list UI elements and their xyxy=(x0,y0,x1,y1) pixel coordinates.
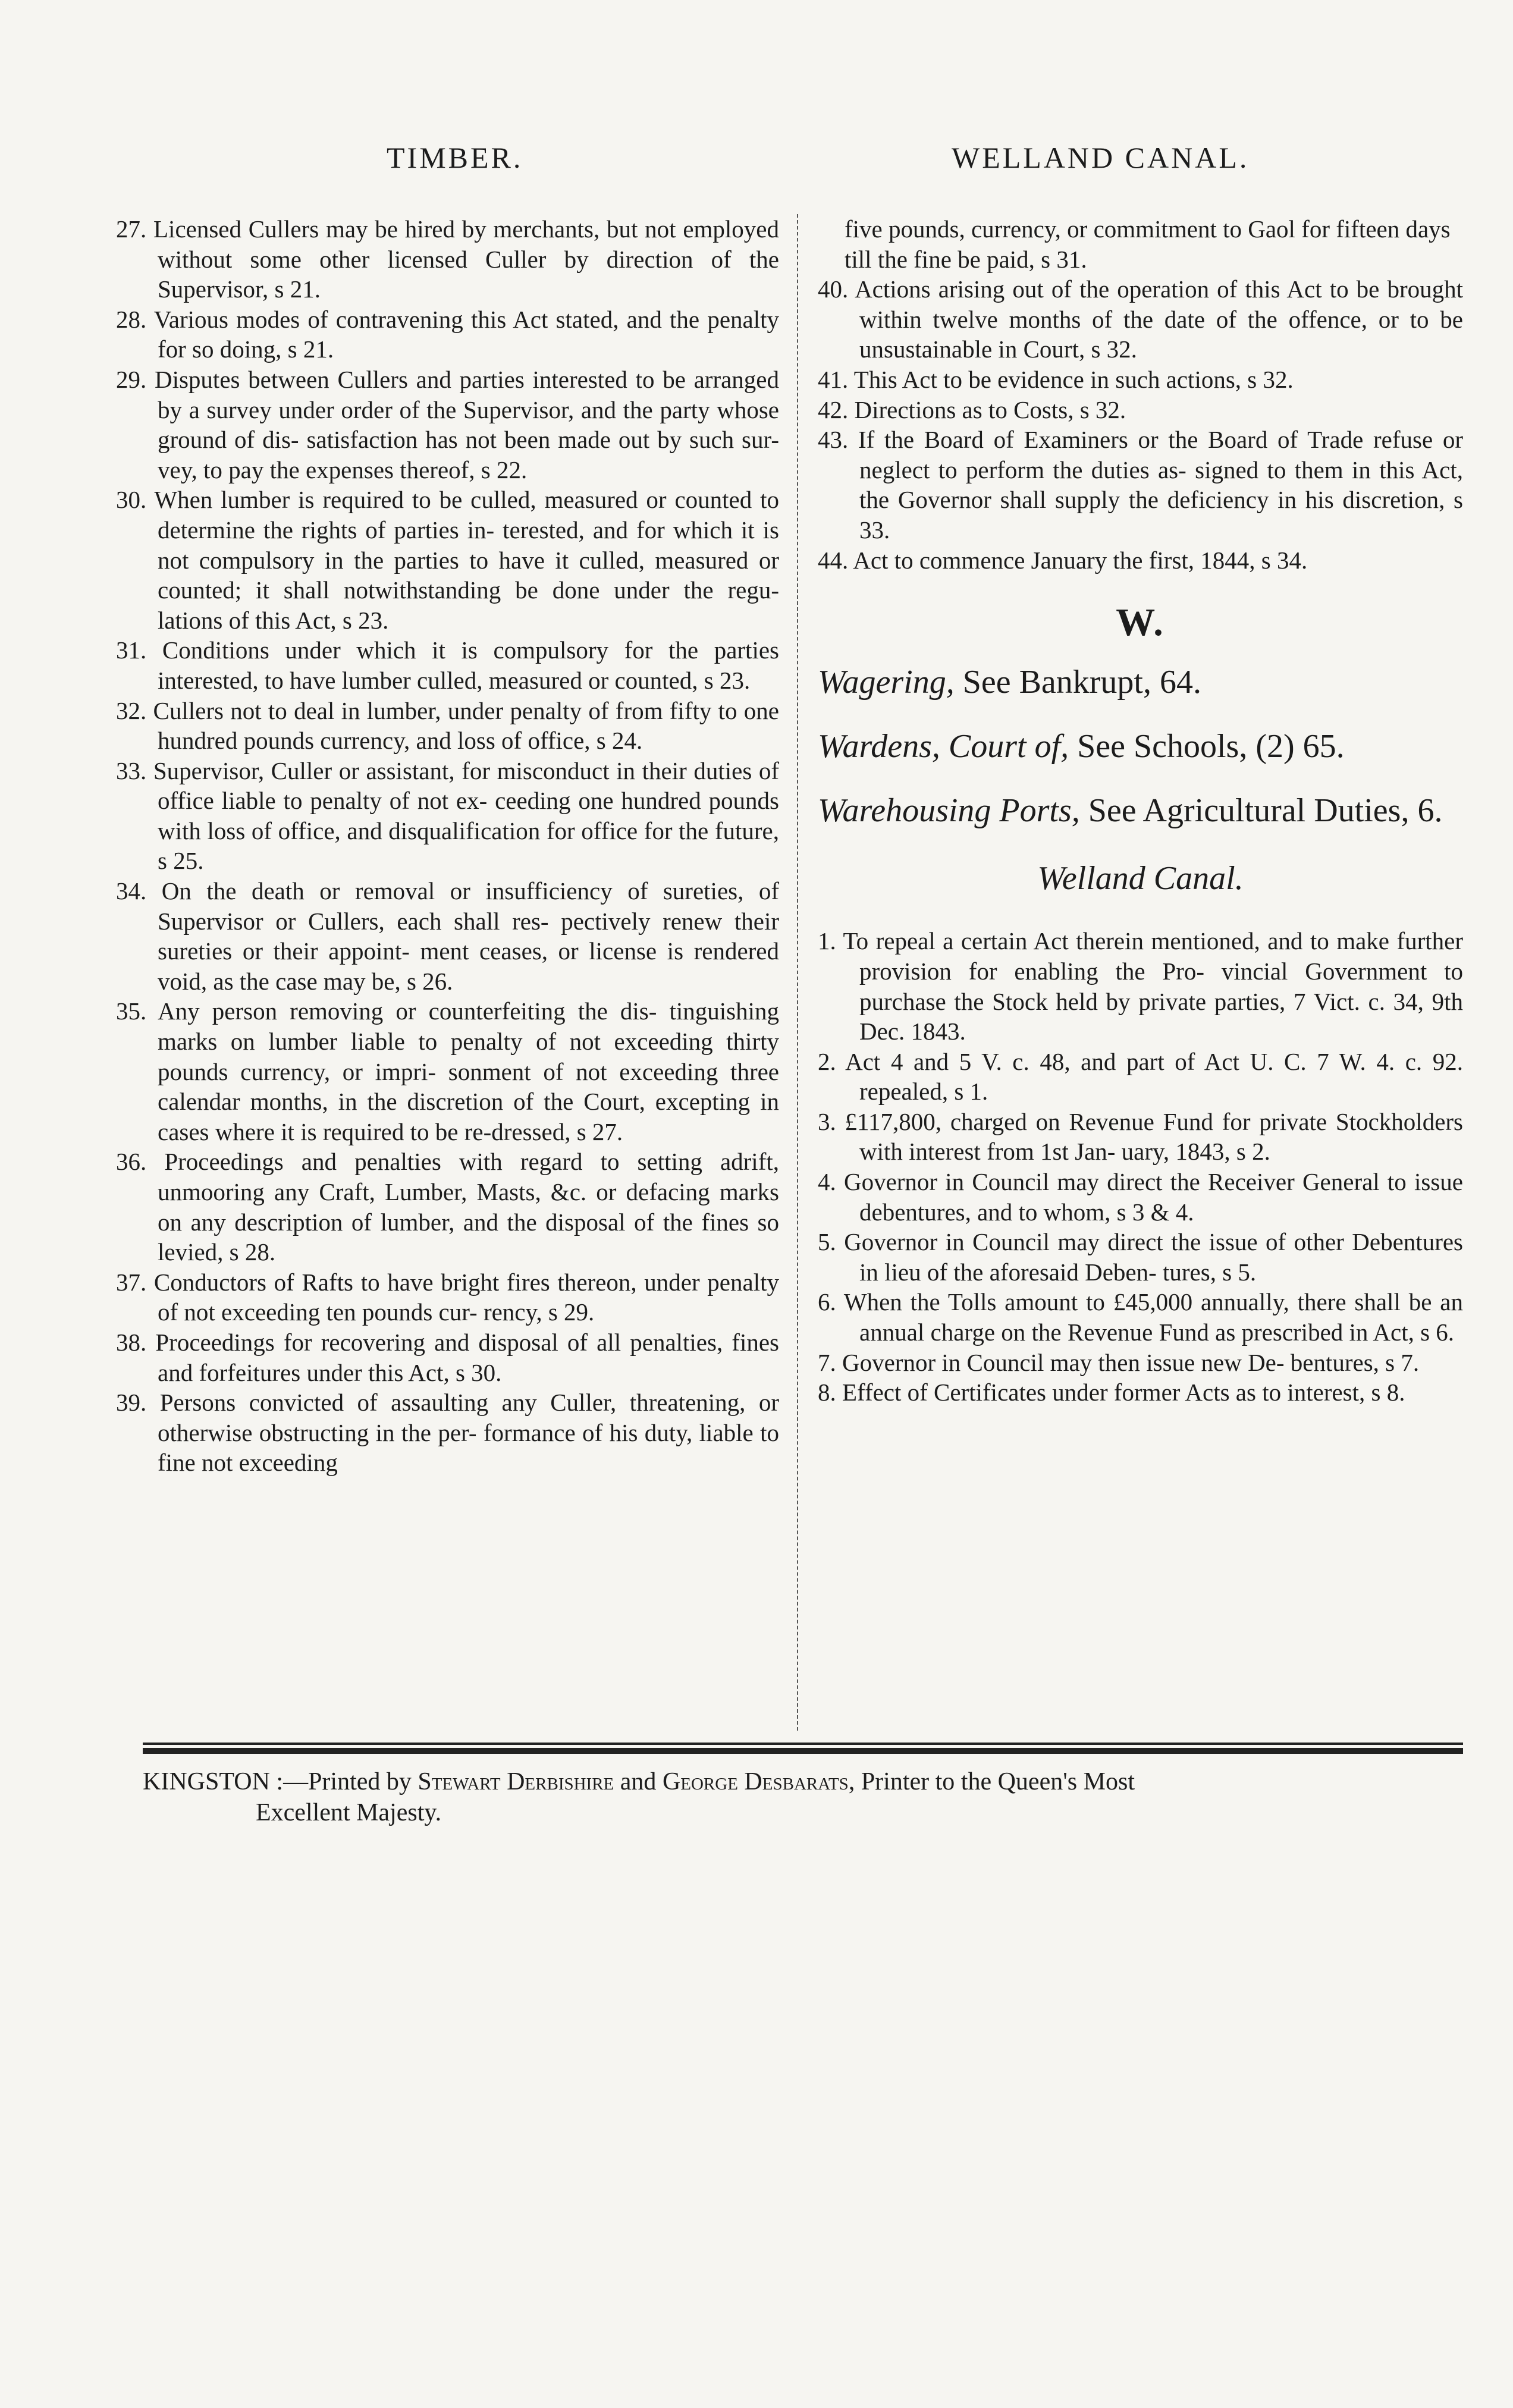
cross-reference xyxy=(818,662,1463,702)
entry-number: 38. xyxy=(116,1328,156,1356)
entry-text: When lumber is required to be culled, measured or counted to determine the rights of parties in- terested, and for which it is not compulsory in the parties to have it culled, measured or counted; it shall notwithstanding be done under the regu- lations of this Act, s 23. xyxy=(154,486,779,634)
entry-number: 3. xyxy=(818,1107,845,1135)
header-left: TIMBER. xyxy=(387,141,523,174)
right-column xyxy=(818,214,1463,1408)
entry-text: Act 4 and 5 V. c. 48, and part of Act U. C. 7 W. 4. c. 92. repealed, s 1. xyxy=(845,1047,1463,1106)
entry-number: 30. xyxy=(116,486,155,514)
timber-continuation xyxy=(818,214,1463,575)
imprint-suffix: , Printer to the Queen's Most xyxy=(848,1768,1135,1795)
entry-number: 28. xyxy=(116,305,154,333)
entry-number: 2. xyxy=(818,1047,846,1075)
welland-entry xyxy=(818,1227,1463,1287)
imprint-printer-1: Stewart Derbishire xyxy=(418,1768,614,1795)
entry-text: To repeal a certain Act therein mentioned, and to make further provision for enabling the Pro- vincial Government to purchase the Stock held by private parties, 7 Vict. c. 34, 9th Dec. 1843. xyxy=(843,927,1463,1046)
entry-text: Governor in Council may then issue new De- bentures, s 7. xyxy=(842,1348,1420,1376)
entry-text: Persons convicted of assaulting any Culler, threatening, or otherwise obstructing in the per- formance of his duty, liable to fine not exceeding xyxy=(158,1389,780,1477)
timber-entry xyxy=(116,1267,779,1327)
section-title: Welland Canal. xyxy=(1037,859,1244,897)
running-header xyxy=(0,140,1513,188)
reference-term: Wardens, Court of, xyxy=(818,727,1069,765)
welland-entry xyxy=(818,1348,1463,1378)
entry-text: Governor in Council may direct the Receiver General to issue debentures, and to whom, s 3 & 4. xyxy=(843,1168,1463,1226)
reference-term: Wagering, xyxy=(818,663,955,701)
timber-entry xyxy=(818,365,1463,395)
entry-text: When the Tolls amount to £45,000 annually, there shall be an annual charge on the Revenue Fund as prescribed in Act, s 6. xyxy=(843,1288,1463,1346)
header-right: WELLAND CANAL. xyxy=(952,141,1250,174)
entry-number: 34. xyxy=(116,877,162,905)
welland-entry xyxy=(818,1287,1463,1347)
timber-entry xyxy=(116,485,779,635)
reference-target: See Bankrupt, 64. xyxy=(954,663,1201,701)
entry-text: Cullers not to deal in lumber, under penalty of from fifty to one hundred pounds currency, and loss of office, s 24. xyxy=(153,696,780,755)
timber-entry xyxy=(818,545,1463,576)
reference-target: See Agricultural Duties, 6. xyxy=(1079,792,1443,829)
entry-number: 42. xyxy=(818,395,855,423)
imprint xyxy=(143,1766,1475,1828)
timber-entry xyxy=(116,696,779,756)
entry-text: Proceedings and penalties with regard to setting adrift, unmooring any Craft, Lumber, Masts, &c. or defacing marks on any description of lumber, and the disposal of the fines so levied, s 28. xyxy=(158,1148,779,1266)
left-column xyxy=(116,214,779,1478)
entry-number: 27. xyxy=(116,215,154,243)
timber-entry xyxy=(116,214,779,304)
entry-text: Disputes between Cullers and parties interested to be arranged by a survey under order of the Supervisor, and the party whose ground of dis- satisfaction has not been made out by such sur- vey, to pay the expenses thereof, s 22. xyxy=(154,365,779,484)
timber-entry xyxy=(116,876,779,996)
imprint-printer-2: George Desbarats xyxy=(662,1768,849,1795)
entry-text: Conditions under which it is compulsory for the parties interested, to have lumber culled, measured or counted, s 23. xyxy=(158,636,779,694)
entry-number: 32. xyxy=(116,696,153,724)
entry-number: 33. xyxy=(116,756,153,784)
welland-entry xyxy=(818,1167,1463,1227)
continuation-text: five pounds, currency, or commitment to Gaol for fifteen days till the fine be paid, s 31. xyxy=(845,215,1451,273)
timber-entry xyxy=(116,304,779,365)
entry-number: 6. xyxy=(818,1288,844,1316)
entry-number: 8. xyxy=(818,1379,842,1407)
imprint-and: and xyxy=(614,1768,663,1795)
entry-number: 36. xyxy=(116,1148,165,1176)
imprint-line-2: Excellent Majesty. xyxy=(256,1799,442,1826)
entry-text: Actions arising out of the operation of this Act to be brought within twelve months of the date of the offence, or to be unsustainable in Court, s 32. xyxy=(855,275,1463,363)
entry-text: Act to commence January the first, 1844, s 34. xyxy=(853,546,1308,574)
entry-text: On the death or removal or insufficiency of sureties, of Supervisor or Cullers, each shall res- pectively renew their sureties or their appoint- ment ceases, or license is rendered void, as the case may be, s 26. xyxy=(158,877,780,995)
entry-text: £117,800, charged on Revenue Fund for private Stockholders with interest from 1st Jan- uary, 1843, s 2. xyxy=(845,1107,1464,1166)
timber-entry xyxy=(818,274,1463,365)
welland-entry xyxy=(818,1047,1463,1107)
timber-entry xyxy=(116,1147,779,1267)
entry-number: 4. xyxy=(818,1168,844,1196)
cross-references xyxy=(818,662,1463,831)
entry-number: 1. xyxy=(818,927,843,955)
entry-text: Any person removing or counterfeiting the dis- tinguishing marks on lumber liable to penalty of not exceeding thirty pounds currency, or impri- sonment of not exceeding three calendar months, in the discretion of the Court, excepting in cases where it is required to be re-dressed, s 27. xyxy=(158,997,779,1145)
entry-number: 43. xyxy=(818,426,858,454)
entry-number: 35. xyxy=(116,997,158,1025)
welland-entry xyxy=(818,1377,1463,1408)
timber-entry xyxy=(116,1387,779,1478)
entry-text: Governor in Council may direct the issue of other Debentures in lieu of the aforesaid Deben- tures, s 5. xyxy=(844,1228,1464,1286)
entry-text: This Act to be evidence in such actions, s 32. xyxy=(853,365,1294,393)
entry-text: Licensed Cullers may be hired by merchants, but not employed without some other licensed Culler by direction of the Supervisor, s 21. xyxy=(153,215,779,303)
entry-number: 41. xyxy=(818,365,854,393)
entry-text: Various modes of contravening this Act stated, and the penalty for so doing, s 21. xyxy=(153,305,780,363)
timber-entry xyxy=(116,635,779,695)
letter-heading: W. xyxy=(1116,601,1165,645)
footer-rule xyxy=(143,1743,1463,1754)
timber-entry xyxy=(818,395,1463,425)
timber-entry xyxy=(116,1327,779,1387)
entry-text: Conductors of Rafts to have bright fires thereon, under penalty of not exceeding ten pounds cur- rency, s 29. xyxy=(153,1268,779,1326)
entry-number: 40. xyxy=(818,275,855,303)
welland-entry xyxy=(818,926,1463,1046)
imprint-prefix: KINGSTON :—Printed by xyxy=(143,1768,418,1795)
entry-number: 31. xyxy=(116,636,162,664)
entry-number: 29. xyxy=(116,365,155,393)
entry-number: 39. xyxy=(116,1389,160,1417)
entry-text: Effect of Certificates under former Acts as to interest, s 8. xyxy=(842,1379,1405,1407)
welland-entries xyxy=(818,926,1463,1408)
timber-entry xyxy=(116,365,779,485)
cross-reference xyxy=(818,726,1463,767)
entry-number: 5. xyxy=(818,1228,845,1256)
reference-term: Warehousing Ports, xyxy=(818,792,1080,829)
entry-text: If the Board of Examiners or the Board of Trade refuse or neglect to perform the duties as- signed to them in this Act, the Governor shall supply the deficiency in his discretion, s 33. xyxy=(858,426,1463,544)
entry-number: 7. xyxy=(818,1348,842,1376)
entry-text: Proceedings for recovering and disposal of all penalties, fines and forfeitures under this Act, s 30. xyxy=(155,1328,780,1386)
welland-entry xyxy=(818,1107,1463,1167)
timber-entry xyxy=(116,756,779,876)
entry-text: Directions as to Costs, s 32. xyxy=(854,395,1126,423)
entry-number: 44. xyxy=(818,546,853,574)
timber-entry xyxy=(116,996,779,1147)
timber-entry xyxy=(818,425,1463,545)
entry-number: 37. xyxy=(116,1268,154,1296)
column-divider xyxy=(797,214,799,1731)
reference-target: See Schools, (2) 65. xyxy=(1069,727,1345,765)
cross-reference xyxy=(818,790,1463,831)
entry-text: Supervisor, Culler or assistant, for misconduct in their duties of office liable to penalty of not ex- ceeding one hundred pounds with loss of office, and disqualification for office for the future, s 25. xyxy=(153,756,779,875)
